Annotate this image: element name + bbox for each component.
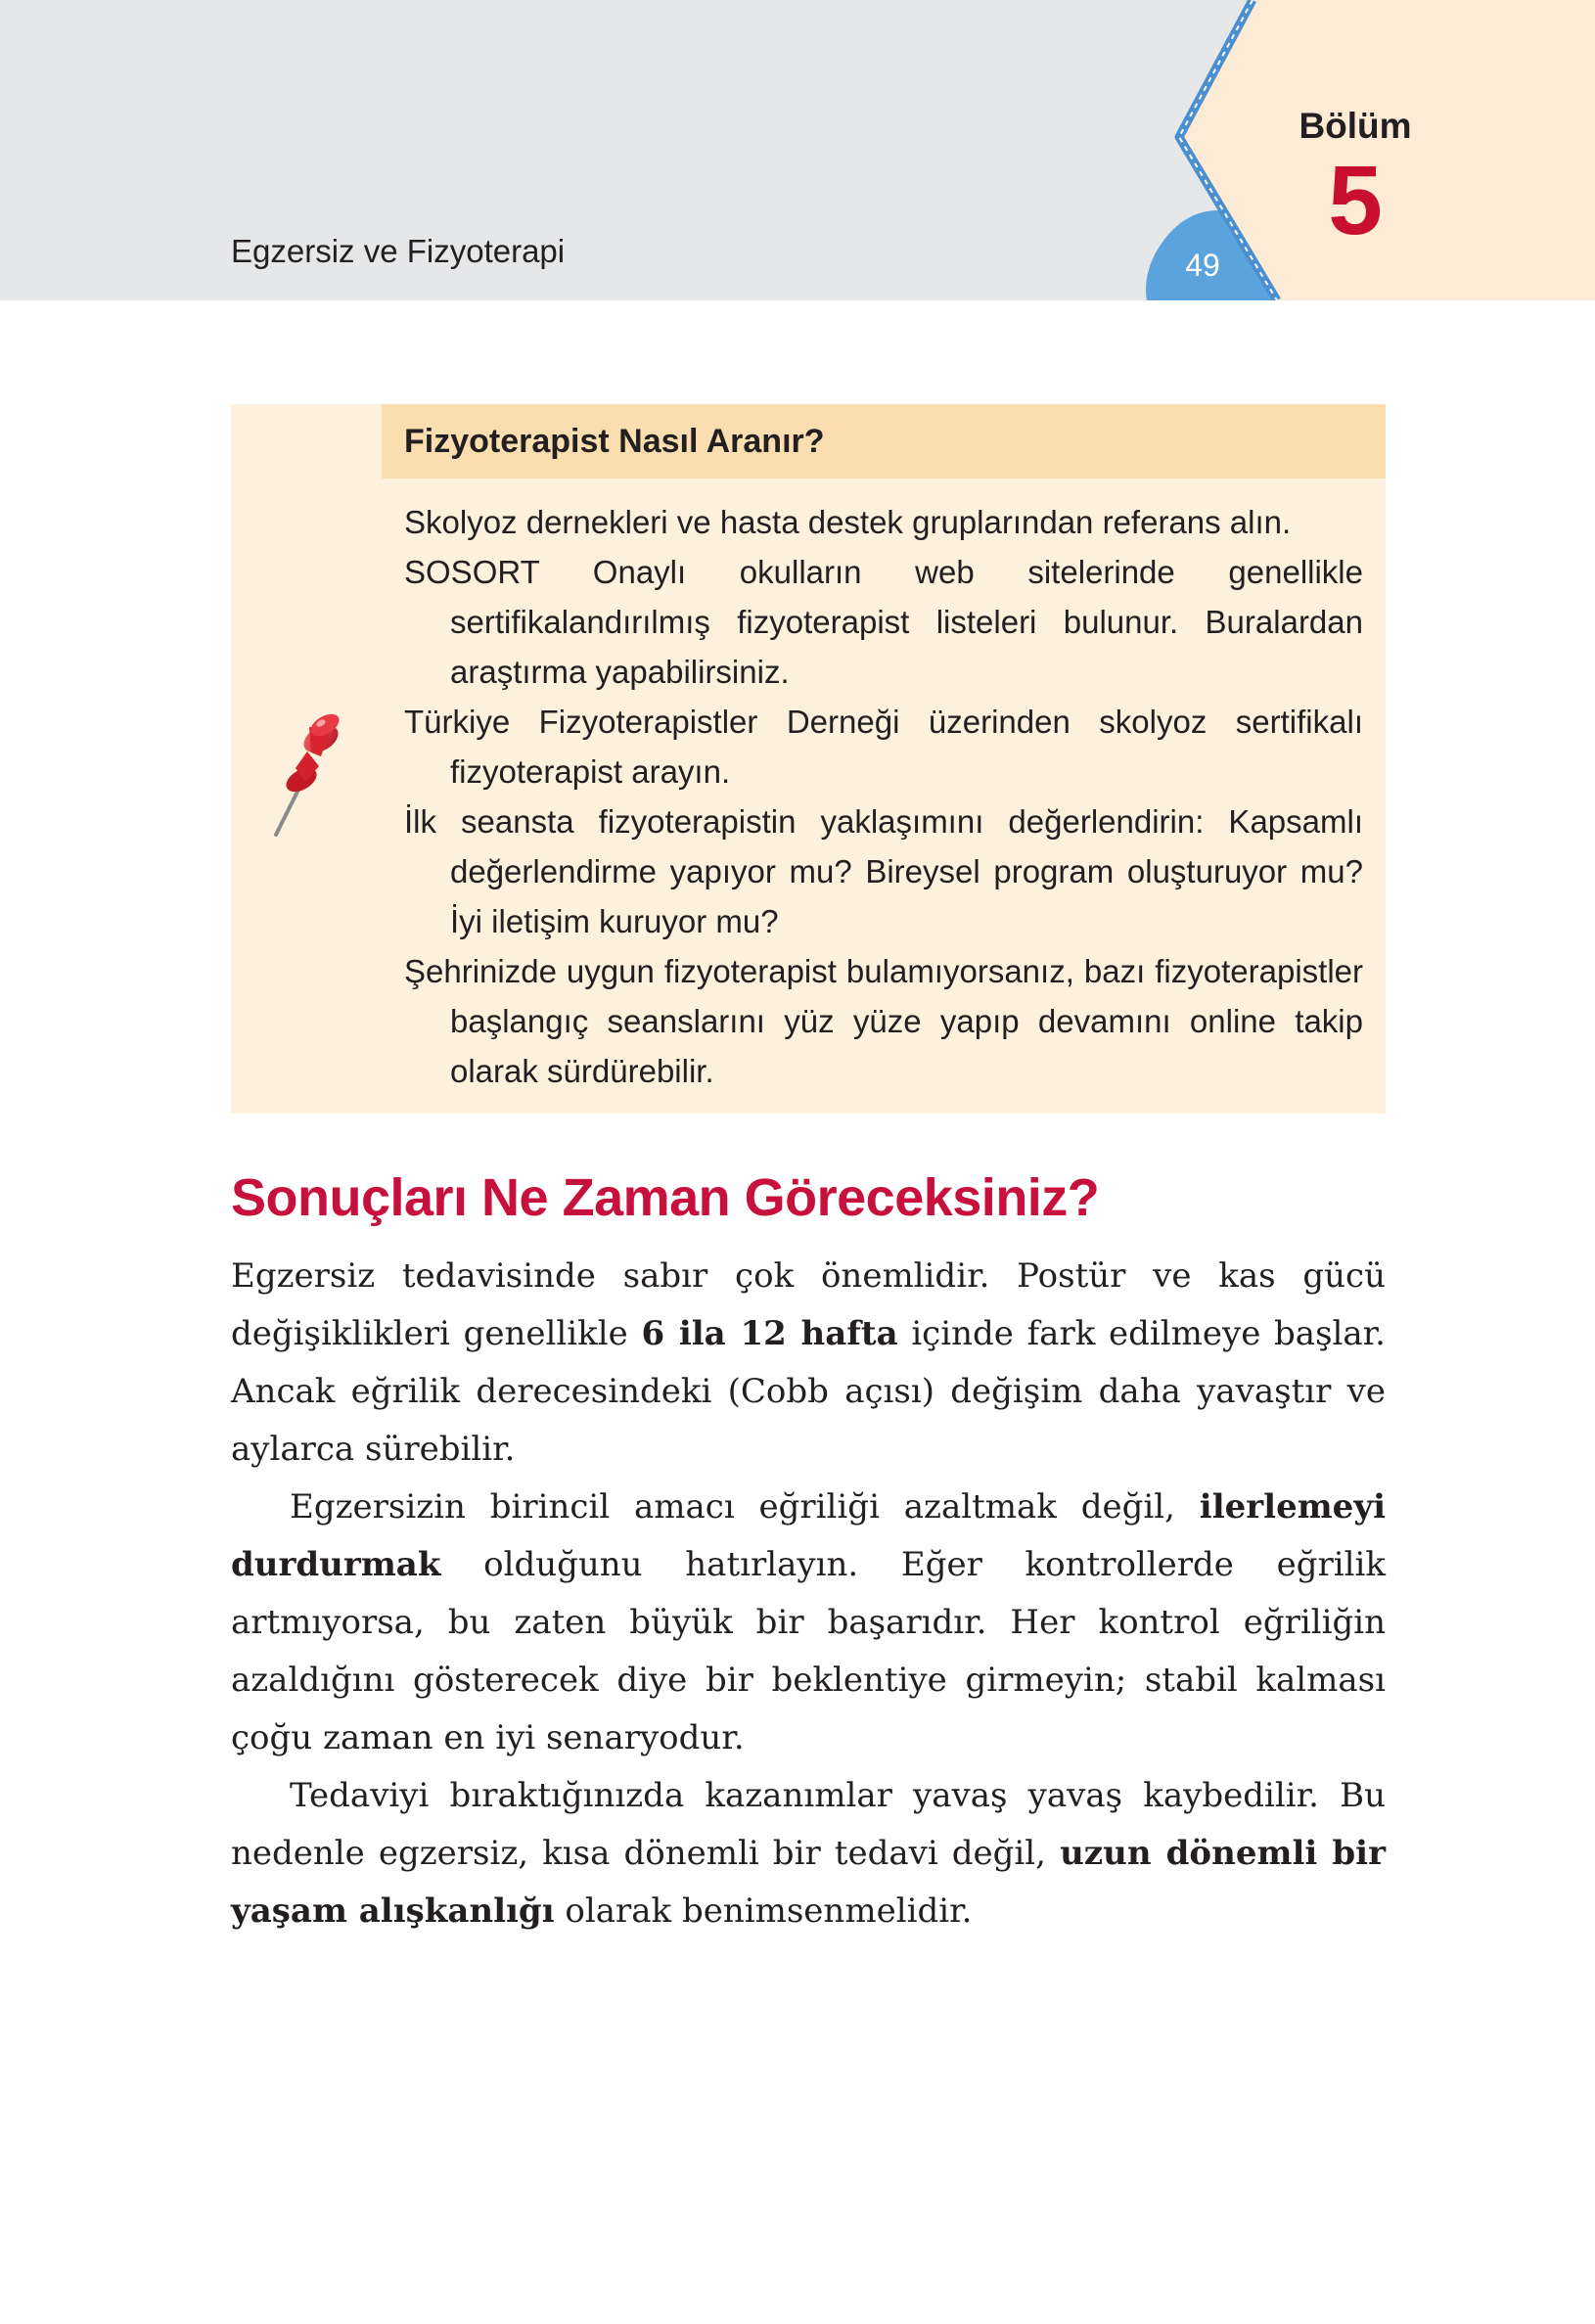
paragraph-text: içinde fark edilmeye başlar. Ancak eğrilik derecesindeki (Cobb açısı) değişim daha yavaştır ve aylarca sürebilir. <box>231 1314 1386 1469</box>
paragraph-text: Egzersizin birincil amacı eğriliği azaltmak değil, <box>290 1487 1200 1527</box>
chapter-number: 5 <box>1328 146 1383 255</box>
paragraph <box>231 1479 1386 1767</box>
tip-list-item: SOSORT Onaylı okulların web sitelerinde genellikle sertifikalandırılmış fizyoterapist listeleri bulunur. Buralardan araştırma yapabilirsiniz. <box>404 554 1363 690</box>
paragraph-text: Egzersiz tedavisinde sabır çok önemlidir. Postür ve kas gücü değişiklikleri genellikle <box>231 1256 1386 1353</box>
tip-list <box>404 497 1363 1096</box>
section-title: Egzersiz ve Fizyoterapi <box>231 233 566 269</box>
section-heading: Sonuçları Ne Zaman Göreceksiniz? <box>231 1168 1100 1227</box>
body-text <box>231 1248 1386 1940</box>
tip-box <box>231 404 1386 1114</box>
paragraph-text: Tedaviyi bıraktığınızda kazanımlar yavaş yavaş kaybedilir. Bu nedenle egzersiz, kısa dönemli bir tedavi değil, <box>231 1776 1386 1873</box>
paragraph <box>231 1248 1386 1479</box>
emphasis-text: uzun dönemli bir yaşam alışkanlığı <box>231 1834 1386 1931</box>
paragraph-text: olarak benimsenmelidir. <box>554 1891 973 1931</box>
page-number: 49 <box>1185 248 1220 283</box>
tip-list-item: Skolyoz dernekleri ve hasta destek gruplarından referans alın. <box>404 504 1292 540</box>
tip-list-item: İlk seansta fizyoterapistin yaklaşımını değerlendirin: Kapsamlı değerlendirme yapıyor mu? Bireysel program oluşturuyor mu? İyi iletişim kuruyor mu? <box>404 803 1363 939</box>
tip-list-item: Şehrinizde uygun fizyoterapist bulamıyorsanız, bazı fizyoterapistler başlangıç seanslarını yüz yüze yapıp devamını online takip olarak sürdürebilir. <box>404 953 1363 1089</box>
paragraph <box>231 1767 1386 1940</box>
emphasis-text: 6 ila 12 hafta <box>641 1314 898 1353</box>
tip-title: Fizyoterapist Nasıl Aranır? <box>404 423 825 460</box>
emphasis-text: ilerlemeyi durdurmak <box>231 1487 1386 1584</box>
paragraph-text: olduğunu hatırlayın. Eğer kontrollerde eğrilik artmıyorsa, bu zaten büyük bir başarıdır. Her kontrol eğriliğin azaldığını gösterecek diye bir beklentiye girmeyin; stabil kalması çoğu zaman en iyi senaryodur. <box>231 1545 1386 1757</box>
tip-list-item: Türkiye Fizyoterapistler Derneği üzerinden skolyoz sertifikalı fizyoterapist arayın. <box>404 704 1363 790</box>
chapter-label: Bölüm <box>1299 106 1412 146</box>
pushpin-icon <box>260 698 348 844</box>
page-header <box>0 0 1595 300</box>
